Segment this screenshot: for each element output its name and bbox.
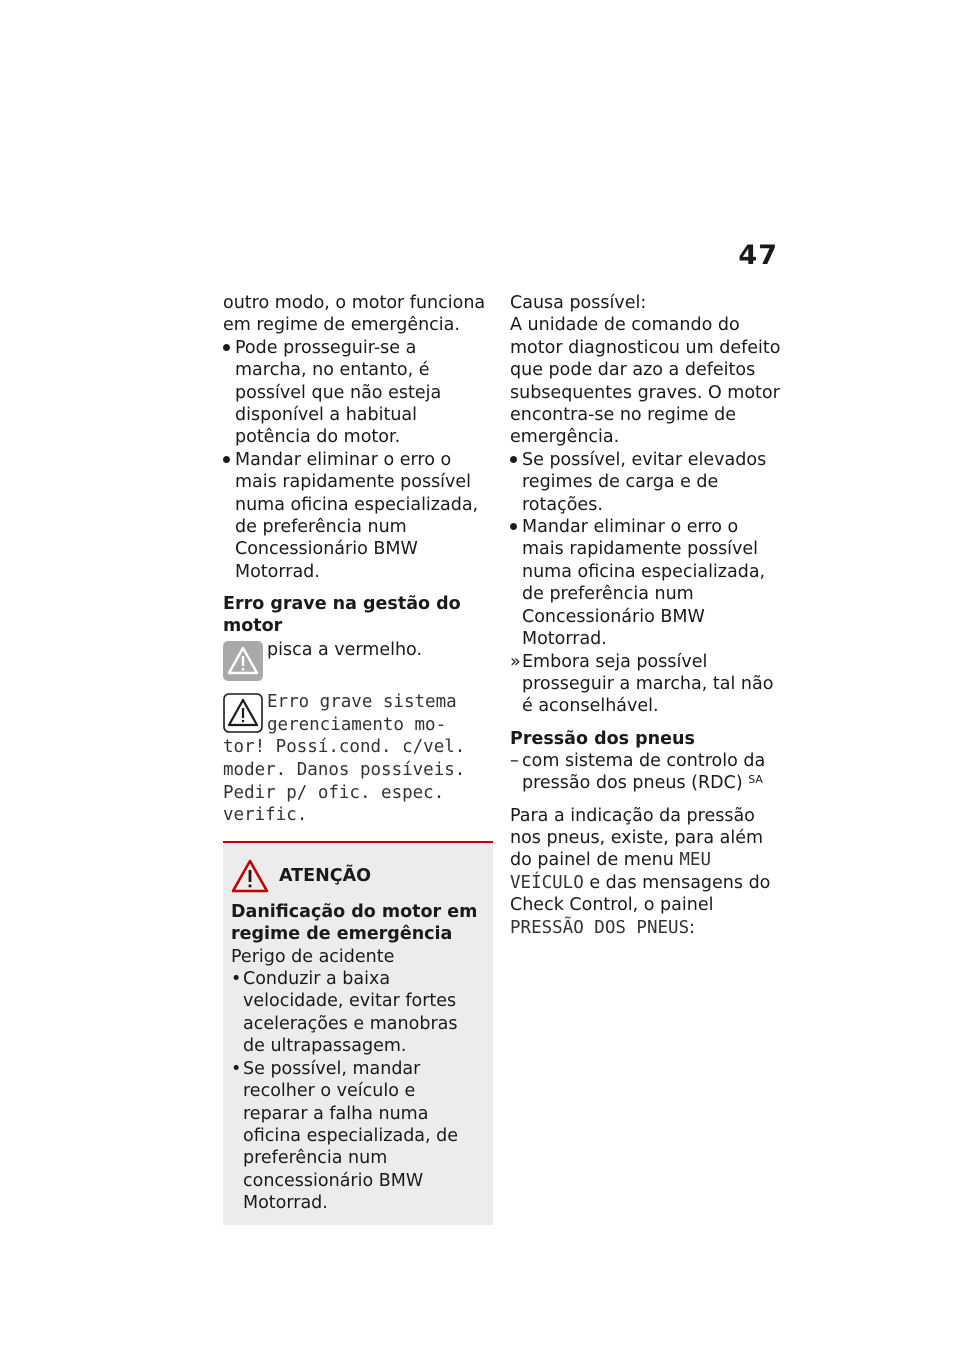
bullet-icon [510,516,522,538]
list-item-text: Conduzir a baixa velocidade, evitar fortes acelerações e manobras de ultrapassagem. [243,969,458,1057]
list-item-text: Se possível, evitar elevados regimes de carga e de rotações. [522,449,767,515]
list-item [223,337,493,449]
list-item-text: Mandar eliminar o erro o mais rapidamente possível numa oficina especializada, de preferência num Concessionário BMW Motorrad. [522,517,766,650]
display-message-rest: tor! Possí.cond. c/vel. moder. Danos possíveis. Pedir p/ ofic. espec. verific. [223,737,466,826]
tire-pressure-paragraph: Para a indicação da pressão nos pneus, existe, para além do painel de menu MEU VEÍCULO e das mensagens do Check Control, o painel PRESSÃO DOS PNEUS: [510,805,771,938]
list-item [231,968,483,1058]
bullet-icon: • [231,1058,242,1079]
list-item [510,449,782,516]
list-item [223,449,493,583]
list-item [510,651,782,718]
section-heading: Pressão dos pneus [510,728,695,749]
indicator-text: pisca a vermelho. [267,640,423,661]
intro-text: outro modo, o motor funciona em regime de emergência. [223,293,486,336]
list-item [231,1058,483,1215]
display-message-line: Erro grave sistema [267,692,457,713]
panel-code: PRESSÃO DOS PNEUS [510,917,690,938]
list-item-text: Embora seja possível prosseguir a marcha, tal não é aconselhável. [522,651,774,717]
bullet-icon: • [231,969,242,990]
attention-title: ATENÇÃO [279,865,371,886]
attention-box [223,841,493,1225]
list-item [510,516,782,650]
list-item-text: Pode prosseguir-se a marcha, no entanto, é possível que não esteja disponível a habitual potência do motor. [235,337,442,448]
right-column [510,292,782,939]
warning-symbol-icon [223,693,263,733]
menu-code: MEU VEÍCULO [510,850,711,893]
attention-hazard: Perigo de acidente [231,946,395,967]
indicator-row [223,639,493,681]
list-item-text: Se possível, mandar recolher o veículo e reparar a falha numa oficina especializada, de preferência num concessionário BMW Motorrad. [243,1058,459,1214]
cause-label: Causa possível: [510,293,647,313]
list-item-text: com sistema de controlo da pressão dos pneus (RDC) [522,750,766,794]
warning-light-icon [223,641,263,681]
dash-icon: – [510,750,519,771]
option-superscript: SA [748,773,763,787]
display-message-line: gerenciamento mo- [267,714,447,735]
display-message [223,691,493,827]
caution-icon [231,859,269,893]
bullet-icon [223,337,235,359]
cause-text: A unidade de comando do motor diagnosticou um defeito que pode dar azo a defeitos subsequentes graves. O motor encontra-se no regime de emergência. [510,315,781,448]
list-item [510,750,782,795]
left-column [223,292,493,1225]
attention-subtitle: Danificação do motor em regime de emergência [231,901,478,945]
bullet-icon [223,449,235,471]
section-heading: Erro grave na gestão do motor [223,594,461,637]
arrow-icon: » [510,651,521,672]
page-number: 47 [738,240,778,271]
list-item-text: Mandar eliminar o erro o mais rapidamente possível numa oficina especializada, de preferência num Concessionário BMW Motorrad. [235,449,479,582]
bullet-icon [510,449,522,471]
